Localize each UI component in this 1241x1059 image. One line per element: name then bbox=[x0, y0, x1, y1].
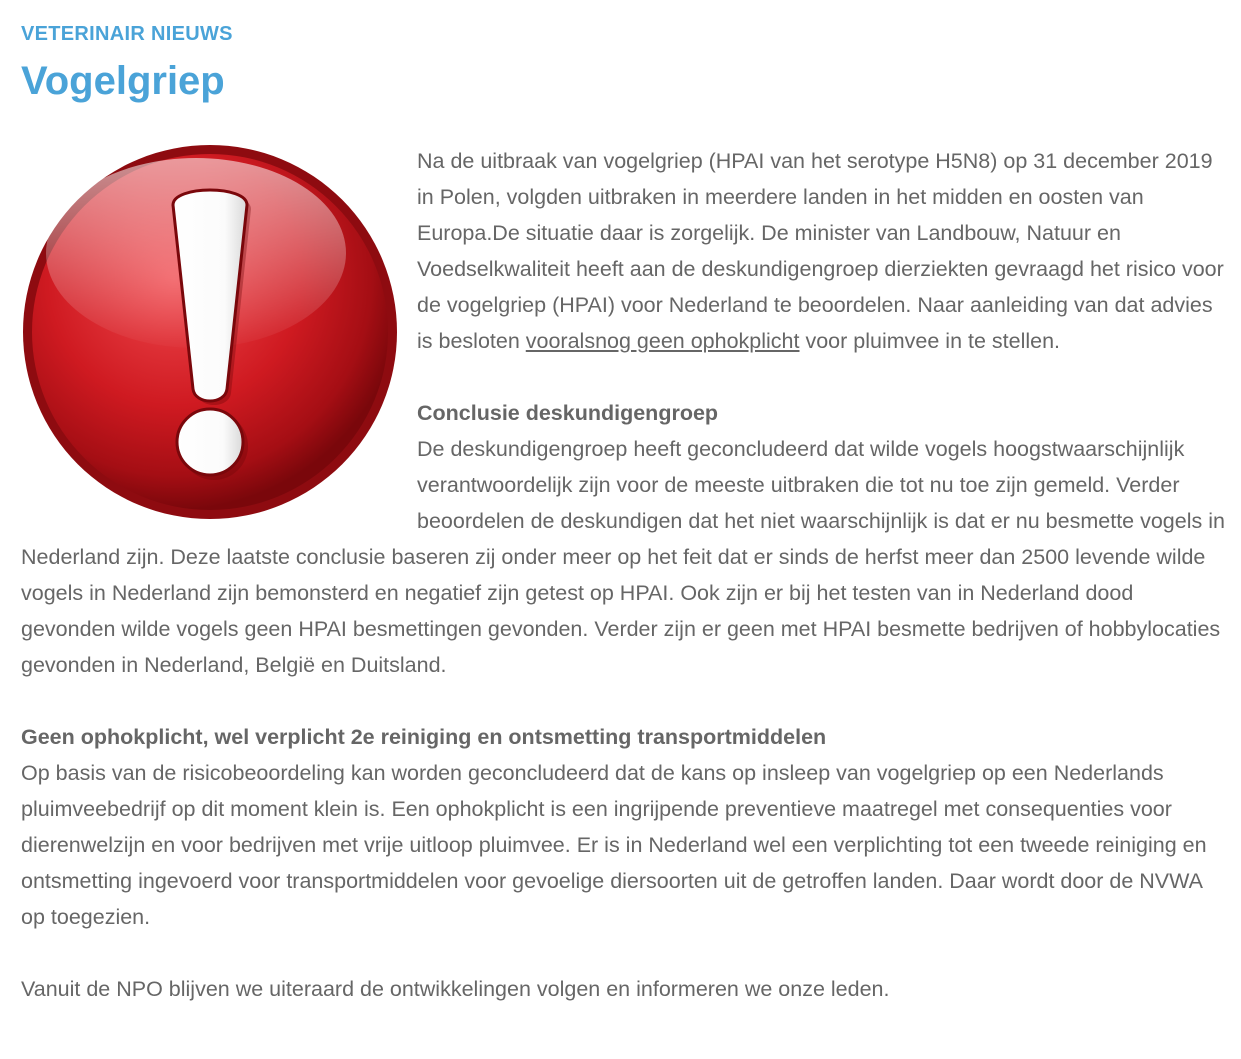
section2-heading: Geen ophokplicht, wel verplicht 2e reiniging en ontsmetting transportmiddelen bbox=[21, 725, 827, 749]
page-title: Vogelgriep bbox=[21, 59, 225, 103]
ophokplicht-link[interactable]: vooralsnog geen ophokplicht bbox=[525, 329, 800, 353]
section-kicker: VETERINAIR NIEUWS bbox=[21, 23, 233, 45]
section1-text: De deskundigengroep heeft geconcludeerd dat wilde vogels hoogstwaarschijnlijk verantwoordelijk zijn voor de meeste uitbraken die tot nu toe zijn gemeld. Verder beoordelen de deskundigen dat het niet waarschijnlijk is dat er nu besmette vogels in Nederland zijn. Deze laatste conclusie baseren zij onder meer op het feit dat er sinds de herfst meer dan 2500 levende wilde vogels in Nederland zijn bemonsterd en negatief zijn getest op HPAI. Ook zijn er bij het testen van in Nederland dood gevonden wilde vogels geen HPAI besmettingen gevonden. Verder zijn er geen met HPAI besmette bedrijven of hobbylocaties gevonden in Nederland, België en Duitsland. bbox=[21, 437, 1225, 677]
exclamation-icon bbox=[21, 143, 399, 521]
article-body bbox=[21, 143, 1226, 1007]
closing-paragraph: Vanuit de NPO blijven we uiteraard de ontwikkelingen volgen en informeren we onze leden. bbox=[21, 977, 890, 1001]
section2-paragraph bbox=[21, 719, 1226, 935]
intro-text: Na de uitbraak van vogelgriep (HPAI van het serotype H5N8) op 31 december 2019 in Polen, volgden uitbraken in meerdere landen in het midden en oosten van Europa.De situatie daar is zorgelijk. De minister van Landbouw, Natuur en Voedselkwaliteit heeft aan de deskundigengroep dierziekten gevraagd het risico voor de vogelgriep (HPAI) voor Nederland te beoordelen. Naar aanleiding van dat advies is besloten bbox=[417, 149, 1224, 353]
intro-text-end: voor pluimvee in te stellen. bbox=[799, 329, 1061, 353]
section1-heading: Conclusie deskundigengroep bbox=[417, 401, 719, 425]
spacer bbox=[21, 935, 1226, 971]
article-page bbox=[21, 0, 1226, 1007]
spacer bbox=[21, 683, 1226, 719]
section2-text: Op basis van de risicobeoordeling kan worden geconcludeerd dat de kans op insleep van vogelgriep op een Nederlands pluimveebedrijf op dit moment klein is. Een ophokplicht is een ingrijpende preventieve maatregel met consequenties voor dierenwelzijn en voor bedrijven met vrije uitloop pluimvee. Er is in Nederland wel een verplichting tot een tweede reiniging en ontsmetting ingevoerd voor transportmiddelen voor gevoelige diersoorten uit de getroffen landen. Daar wordt door de NVWA op toegezien. bbox=[21, 761, 1207, 929]
